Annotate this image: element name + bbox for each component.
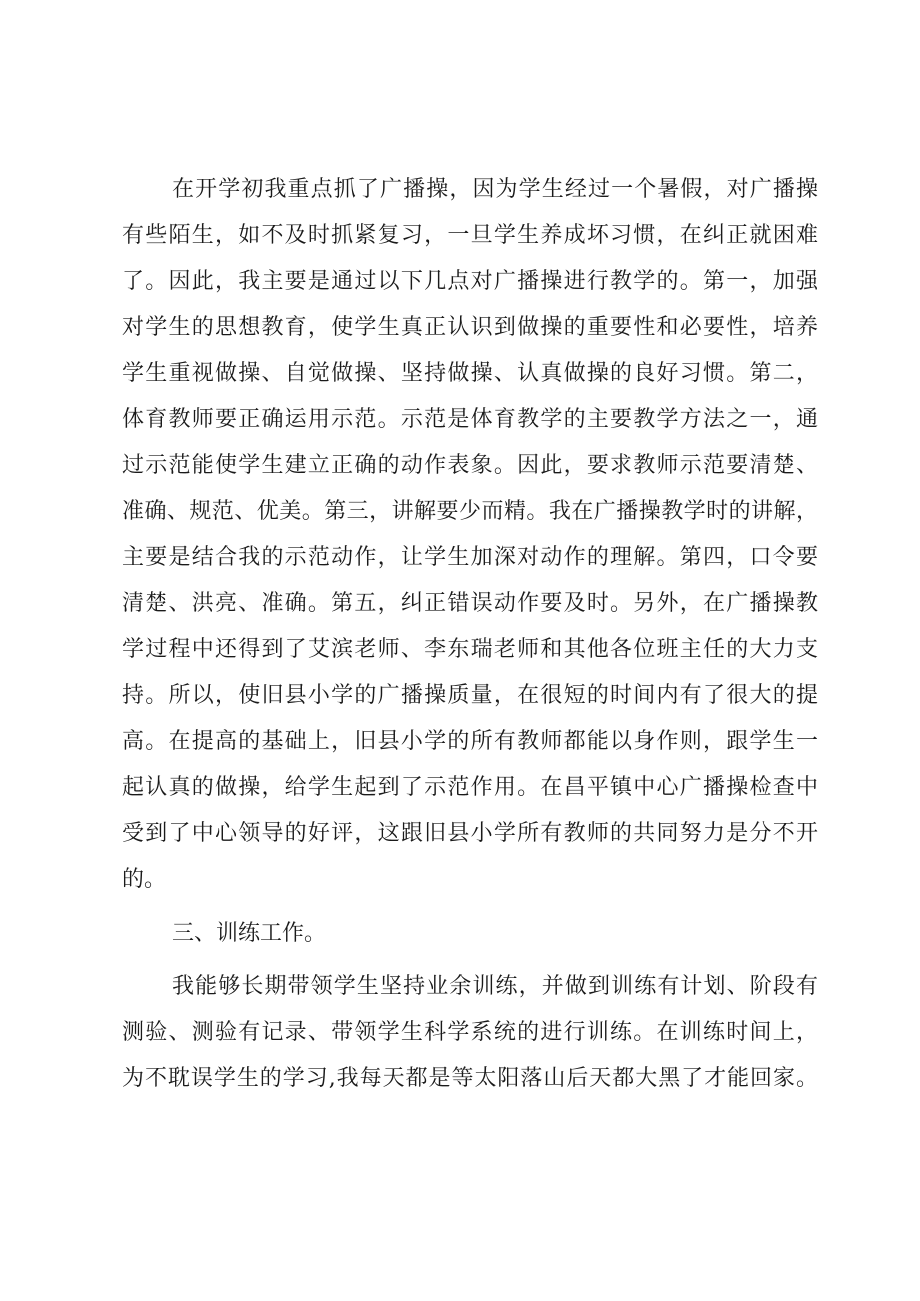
text-line: 主要是结合我的示范动作，让学生加深对动作的理解。第四，口令要	[122, 545, 818, 570]
text-line: 起认真的做操，给学生起到了示范作用。在昌平镇中心广播操检查中	[122, 775, 818, 800]
text-line: 清楚、洪亮、准确。第五，纠正错误动作要及时。另外，在广播操教	[122, 591, 818, 616]
text-line: 体育教师要正确运用示范。示范是体育教学的主要教学方法之一，通	[122, 407, 818, 432]
text-line: 高。在提高的基础上，旧县小学的所有教师都能以身作则，跟学生一	[122, 729, 818, 754]
text-line: 过示范能使学生建立正确的动作表象。因此，要求教师示范要清楚、	[122, 453, 818, 478]
text-line: 学生重视做操、自觉做操、坚持做操、认真做操的良好习惯。第二，	[122, 361, 818, 386]
text-line: 为不耽误学生的学习,我每天都是等太阳落山后天都大黑了才能回家。	[122, 1066, 818, 1091]
text-line: 受到了中心领导的好评，这跟旧县小学所有教师的共同努力是分不开	[122, 821, 818, 846]
text-line: 测验、测验有记录、带领学生科学系统的进行训练。在训练时间上，	[122, 1020, 818, 1045]
text-line: 准确、规范、优美。第三，讲解要少而精。我在广播操教学时的讲解，	[122, 499, 818, 524]
text-line: 了。因此，我主要是通过以下几点对广播操进行教学的。第一，加强	[122, 269, 818, 294]
text-line: 我能够长期带领学生坚持业余训练，并做到训练有计划、阶段有	[172, 974, 818, 999]
section-heading: 三、训练工作。	[172, 921, 327, 946]
text-line: 学过程中还得到了艾滨老师、李东瑞老师和其他各位班主任的大力支	[122, 637, 818, 662]
text-line: 在开学初我重点抓了广播操，因为学生经过一个暑假，对广播操	[172, 177, 818, 202]
text-line: 持。所以，使旧县小学的广播操质量，在很短的时间内有了很大的提	[122, 683, 818, 708]
text-line: 的。	[122, 867, 167, 892]
text-line: 有些陌生，如不及时抓紧复习，一旦学生养成坏习惯，在纠正就困难	[122, 223, 818, 248]
text-line: 对学生的思想教育，使学生真正认识到做操的重要性和必要性，培养	[122, 315, 818, 340]
